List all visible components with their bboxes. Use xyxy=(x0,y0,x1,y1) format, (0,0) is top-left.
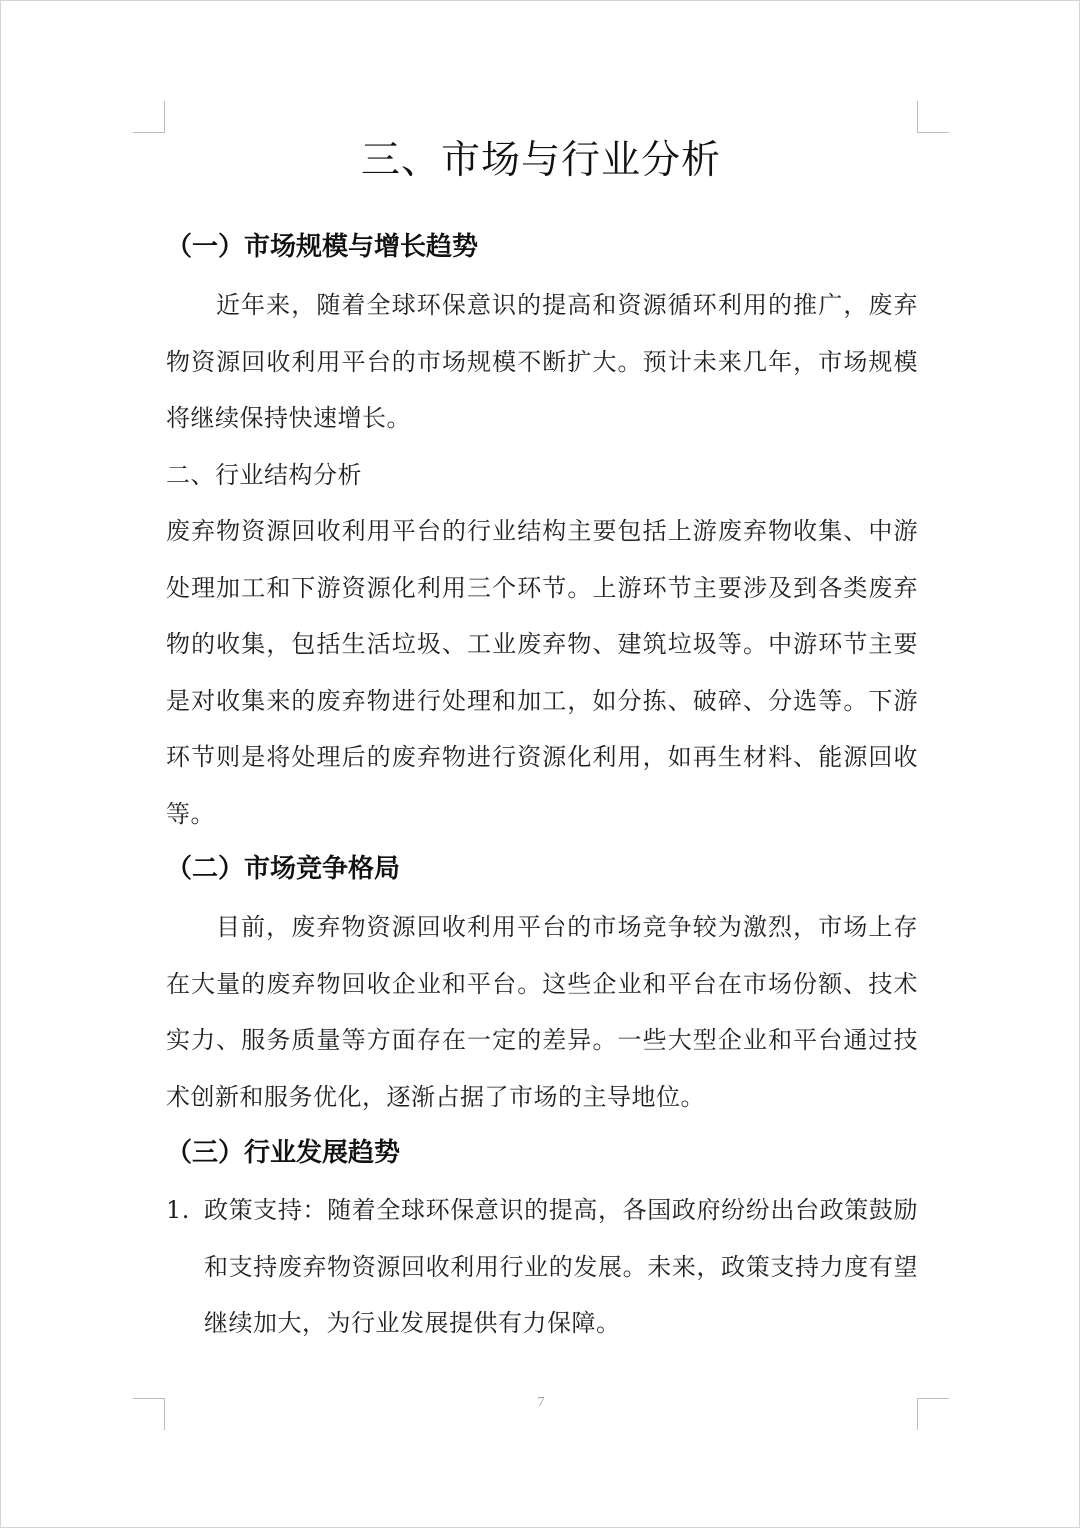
list-item-policy-support xyxy=(166,1182,918,1352)
section-heading-trends: （三）行业发展趋势 xyxy=(166,1138,401,1168)
margin-corner-mark-top-right xyxy=(917,101,949,133)
list-item-number: 1. xyxy=(166,1196,190,1224)
list-item-text: 政策支持：随着全球环保意识的提高，各国政府纷纷出台政策鼓励和支持废弃物资源回收利用行业的发展。未来，政策支持力度有望继续加大，为行业发展提供有力保障。 xyxy=(204,1196,918,1337)
page-number: 7 xyxy=(537,1395,545,1410)
paragraph-market-size: 近年来，随着全球环保意识的提高和资源循环利用的推广，废弃物资源回收利用平台的市场规模不断扩大。预计未来几年，市场规模将继续保持快速增长。 xyxy=(166,291,918,432)
paragraph-competition: 目前，废弃物资源回收利用平台的市场竞争较为激烈，市场上存在大量的废弃物回收企业和平台。这些企业和平台在市场份额、技术实力、服务质量等方面存在一定的差异。一些大型企业和平台通过技术创新和服务优化，逐渐占据了市场的主导地位。 xyxy=(166,913,918,1111)
chapter-title: 三、市场与行业分析 xyxy=(360,138,721,183)
margin-corner-mark-top-left xyxy=(133,101,165,133)
section-heading-market-size: （一）市场规模与增长趋势 xyxy=(166,232,479,262)
section-heading-competition: （二）市场竞争格局 xyxy=(166,854,401,884)
section-heading-industry-structure: 二、行业结构分析 xyxy=(166,461,362,489)
paragraph-industry-structure: 废弃物资源回收利用平台的行业结构主要包括上游废弃物收集、中游处理加工和下游资源化利用三个环节。上游环节主要涉及到各类废弃物的收集，包括生活垃圾、工业废弃物、建筑垃圾等。中游环节主要是对收集来的废弃物进行处理和加工，如分拣、破碎、分选等。下游环节则是将处理后的废弃物进行资源化利用，如再生材料、能源回收等。 xyxy=(166,517,918,828)
